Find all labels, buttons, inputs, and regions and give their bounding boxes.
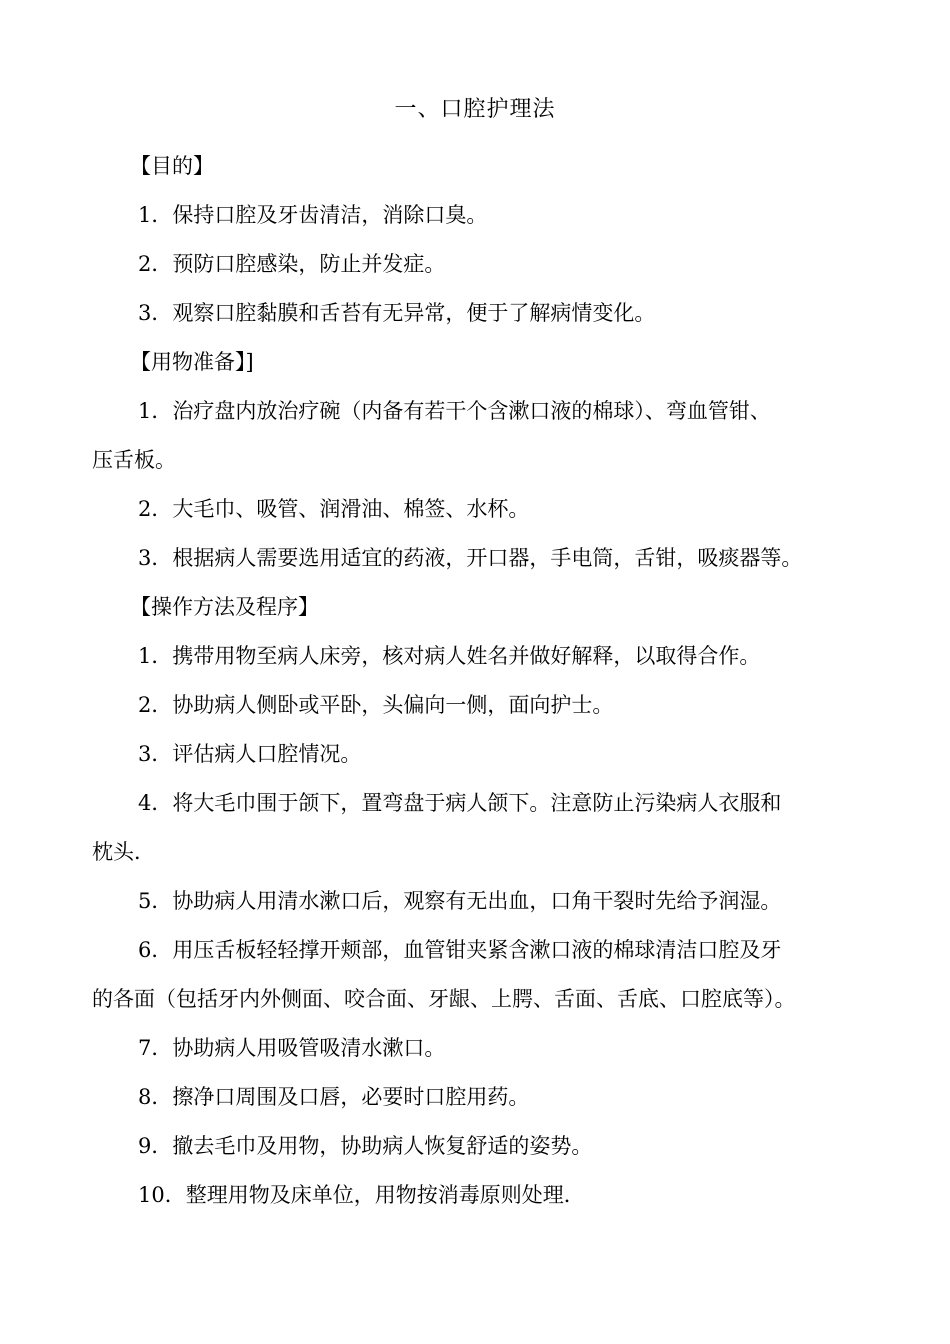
paragraph-line: 6．用压舌板轻轻撑开颊部，血管钳夹紧含漱口液的棉球清洁口腔及牙 (138, 938, 782, 962)
paragraph-line: 1．治疗盘内放治疗碗（内备有若干个含漱口液的棉球）、弯血管钳、 (138, 399, 771, 423)
paragraph-line: 2．协助病人侧卧或平卧，头偏向一侧，面向护士。 (138, 693, 614, 717)
paragraph-line: 5．协助病人用清水漱口后，观察有无出血，口角干裂时先给予润湿。 (138, 889, 782, 913)
paragraph-line: 7．协助病人用吸管吸清水漱口。 (138, 1036, 446, 1060)
page-title: 一、口腔护理法 (394, 97, 556, 122)
paragraph-line-continuation: 压舌板。 (92, 448, 176, 472)
section-heading-supplies: 【用物准备】] (130, 350, 254, 374)
paragraph-line: 8．擦净口周围及口唇，必要时口腔用药。 (138, 1085, 530, 1109)
paragraph-line: 2．预防口腔感染，防止并发症。 (138, 252, 446, 276)
paragraph-line-continuation: 枕头． (92, 840, 155, 864)
paragraph-line: 1．保持口腔及牙齿清洁，消除口臭。 (138, 203, 488, 227)
paragraph-line: 3．评估病人口腔情况。 (138, 742, 362, 766)
section-heading-procedure: 【操作方法及程序】 (130, 595, 319, 619)
paragraph-line-continuation: 的各面（包括牙内外侧面、咬合面、牙龈、上腭、舌面、舌底、口腔底等）。 (92, 987, 796, 1011)
paragraph-line: 4．将大毛巾围于颌下，置弯盘于病人颌下。注意防止污染病人衣服和 (138, 791, 782, 815)
section-heading-purpose: 【目的】 (130, 154, 214, 178)
paragraph-line: 2．大毛巾、吸管、润滑油、棉签、水杯。 (138, 497, 530, 521)
paragraph-line: 3．根据病人需要选用适宜的药液，开口器，手电筒，舌钳，吸痰器等。 (138, 546, 803, 570)
paragraph-line: 10．整理用物及床单位，用物按消毒原则处理． (138, 1183, 585, 1207)
paragraph-line: 9．撤去毛巾及用物，协助病人恢复舒适的姿势。 (138, 1134, 593, 1158)
paragraph-line: 3．观察口腔黏膜和舌苔有无异常，便于了解病情变化。 (138, 301, 656, 325)
paragraph-line: 1．携带用物至病人床旁，核对病人姓名并做好解释，以取得合作。 (138, 644, 761, 668)
document-body (92, 142, 862, 1220)
